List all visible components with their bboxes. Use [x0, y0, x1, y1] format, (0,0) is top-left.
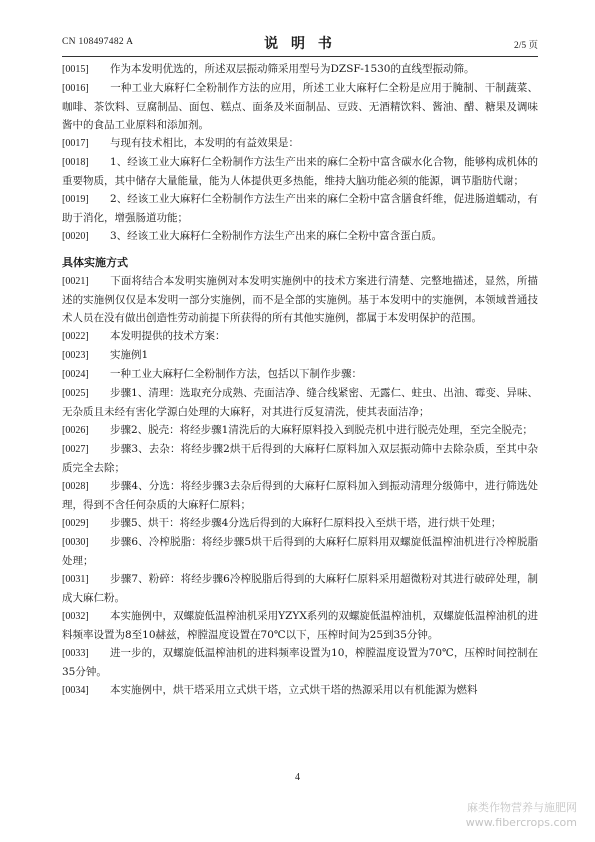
- paragraph: [62, 421, 538, 440]
- paragraph: [62, 607, 538, 644]
- paragraph-number: [0018]: [62, 157, 89, 168]
- paragraph-text: 步骤7、粉碎：将经步骤6冷榨脱脂后得到的大麻籽仁原料采用超微粉对其进行破碎处理，制成大麻仁粉。: [62, 573, 538, 604]
- watermark-line: 麻类作物营养与施肥网: [467, 801, 577, 814]
- paragraph-number: [0016]: [62, 83, 89, 94]
- paragraph-text: 步骤6、冷榨脱脂：将经步骤5烘干后得到的大麻籽仁原料用双螺旋低温榨油机进行冷榨脱脂处理；: [62, 536, 538, 567]
- paragraph-text: 进一步的，双螺旋低温榨油机的进料频率设置为10，榨膛温度设置为70℃，压榨时间控制在35分钟。: [62, 647, 538, 678]
- paragraph-number: [0015]: [62, 64, 89, 75]
- document-title: 说 明 书: [264, 36, 336, 52]
- paragraph: [62, 440, 538, 477]
- watermark-url: www.fibercrops.com: [465, 816, 577, 829]
- paragraph-number: [0024]: [62, 369, 89, 380]
- paragraph-text: 实施例1: [110, 349, 149, 361]
- paragraph: [62, 153, 538, 190]
- paragraph-text: 作为本发明优选的，所述双层振动筛采用型号为DZSF-1530的直线型振动筛。: [110, 63, 475, 75]
- section-heading: 具体实施方式: [62, 256, 128, 269]
- paragraph-number: [0017]: [62, 138, 89, 149]
- paragraph: [62, 384, 538, 421]
- paragraph-text: 步骤3、去杂：将经步骤2烘干后得到的大麻籽仁原料加入双层振动筛中去除杂质，至其中杂质完全去除；: [62, 443, 538, 474]
- paragraph-text: 步骤1、清理：选取充分成熟、壳面洁净、缝合线紧密、无露仁、蛀虫、出油、霉变、异味、无杂质且未经有害化学源白处理的大麻籽，对其进行反复清洗，使其表面洁净；: [62, 387, 538, 418]
- watermark: [466, 800, 577, 830]
- paragraph-number: [0026]: [62, 425, 89, 436]
- page-info: 2/5 页: [513, 41, 538, 51]
- paragraph-text: 一种工业大麻籽仁全粉制作方法的应用，所述工业大麻籽仁全粉是应用于腌制、干制蔬菜、咖啡、茶饮料、豆腐制品、面包、糕点、面条及米面制品、豆豉、无酒精饮料、酱油、醋、糖果及调味酱中的食品工业原料和添加剂。: [62, 82, 538, 131]
- header-divider: [62, 56, 538, 57]
- paragraph-number: [0034]: [62, 685, 89, 696]
- paragraph-text: 2、经该工业大麻籽仁全粉制作方法生产出来的麻仁全粉中富含膳食纤维，促进肠道蠕动，有助于消化，增强肠道功能；: [62, 193, 538, 224]
- paragraph-number: [0022]: [62, 331, 89, 342]
- paragraph-number: [0020]: [62, 231, 89, 242]
- paragraph-number: [0033]: [62, 648, 89, 659]
- paragraph: [62, 134, 538, 153]
- paragraph: [62, 514, 538, 533]
- paragraph-number: [0030]: [62, 537, 89, 548]
- paragraph-text: 3、经该工业大麻籽仁全粉制作方法生产出来的麻仁全粉中富含蛋白质。: [110, 230, 443, 242]
- paragraph-number: [0028]: [62, 481, 89, 492]
- paragraph-number: [0019]: [62, 194, 89, 205]
- paragraph-number: [0023]: [62, 350, 89, 361]
- paragraph-text: 步骤4、分选：将经步骤3去杂后得到的大麻籽仁原料加入到振动清理分级筛中，进行筛选处理，得到不含任何杂质的大麻籽仁原料；: [62, 480, 538, 511]
- paragraph-text: 1、经该工业大麻籽仁全粉制作方法生产出来的麻仁全粉中富含碳水化合物，能够构成机体的重要物质，其中储存大量能量，能为人体提供更多热能，维持大脑功能必须的能源，调节脂肪代谢；: [62, 156, 538, 187]
- paragraph: [62, 346, 538, 365]
- paragraph: [62, 272, 538, 327]
- paragraph: [62, 477, 538, 514]
- paragraph-text: 下面将结合本发明实施例对本发明实施例中的技术方案进行清楚、完整地描述，显然，所描述的实施例仅仅是本发明一部分实施例，而不是全部的实施例。基于本发明中的实施例，本领域普通技术人员在没有做出创造性劳动前提下所获得的所有其他实施例，都属于本发明保护的范围。: [62, 275, 538, 324]
- paragraph-text: 与现有技术相比，本发明的有益效果是：: [110, 137, 299, 149]
- paragraph-text: 本发明提供的技术方案：: [110, 330, 226, 342]
- paragraph: [62, 365, 538, 384]
- paragraph-number: [0021]: [62, 276, 89, 287]
- page-number: 4: [295, 772, 300, 783]
- paragraph: [62, 190, 538, 227]
- paragraph: [62, 533, 538, 570]
- patent-number: CN 108497482 A: [62, 37, 134, 47]
- paragraph-text: 步骤2、脱壳：将经步骤1清洗后的大麻籽原料投入到脱壳机中进行脱壳处理，至完全脱壳；: [110, 424, 533, 436]
- paragraph: [62, 227, 538, 246]
- paragraph-number: [0027]: [62, 444, 89, 455]
- paragraph-number: [0032]: [62, 611, 89, 622]
- paragraph-number: [0025]: [62, 388, 89, 399]
- paragraph-text: 本实施例中，双螺旋低温榨油机采用YZYX系列的双螺旋低温榨油机，双螺旋低温榨油机的进料频率设置为8至10赫兹，榨膛温度设置在70℃以下，压榨时间为25到35分钟。: [62, 610, 538, 641]
- paragraph: [62, 327, 538, 346]
- paragraph-group-top: [62, 60, 538, 246]
- paragraph-group-bottom: [62, 272, 538, 700]
- document-body: [62, 60, 538, 700]
- page-header: [62, 33, 538, 53]
- paragraph-text: 步骤5、烘干：将经步骤4分选后得到的大麻籽仁原料投入至烘干塔，进行烘干处理；: [110, 517, 502, 529]
- paragraph: [62, 681, 538, 700]
- paragraph: [62, 570, 538, 607]
- paragraph-number: [0029]: [62, 518, 89, 529]
- paragraph-text: 一种工业大麻籽仁全粉制作方法，包括以下制作步骤：: [110, 368, 362, 380]
- paragraph: [62, 60, 538, 79]
- paragraph: [62, 644, 538, 681]
- paragraph-text: 本实施例中，烘干塔采用立式烘干塔，立式烘干塔的热源采用以有机能源为燃料: [110, 684, 478, 696]
- paragraph: [62, 79, 538, 134]
- paragraph-number: [0031]: [62, 574, 89, 585]
